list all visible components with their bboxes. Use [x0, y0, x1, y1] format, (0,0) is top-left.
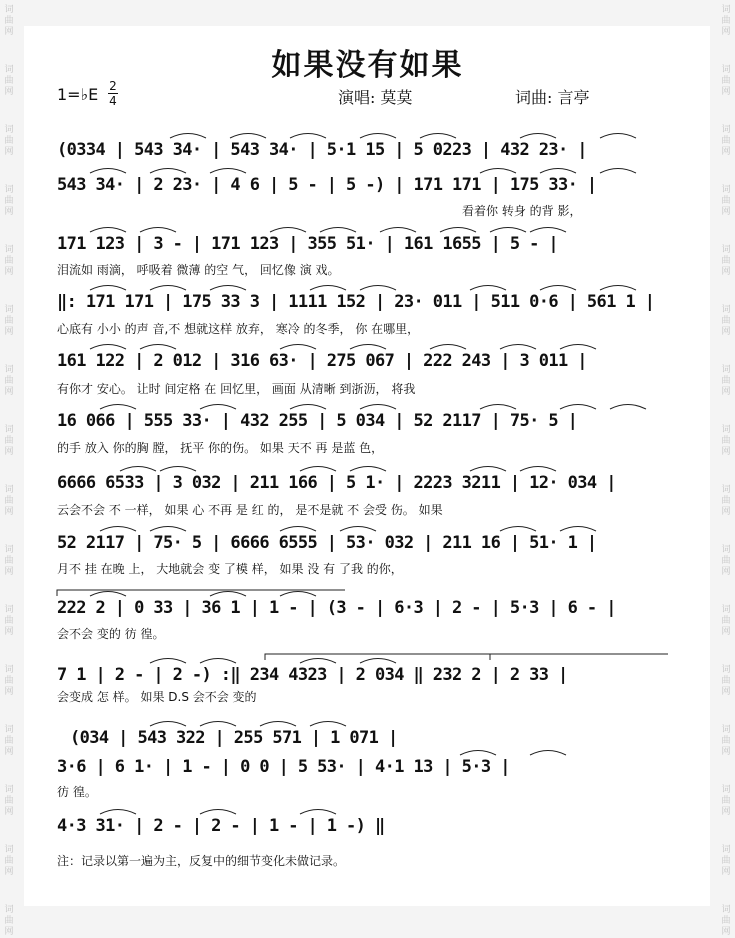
writer-credit: 词曲: 言亭	[515, 88, 590, 107]
watermark-text: 词曲网	[721, 665, 731, 697]
key-signature: 1=♭E	[57, 85, 99, 104]
watermark-text: 词曲网	[4, 65, 14, 97]
notation-row: 16 066 | 555 33· | 432 255 | 5 034 | 52 2117 | 75· 5 |	[57, 411, 578, 431]
footnote: 注：记录以第一遍为主，反复中的细节变化未做记录。	[57, 854, 346, 868]
notation-row: 3·6 | 6 1· | 1 - | 0 0 | 5 53· | 4·1 13 | 5·3 |	[57, 757, 510, 777]
watermark-text: 词曲网	[721, 905, 731, 937]
watermark-text: 词曲网	[4, 245, 14, 277]
singer-credit: 演唱: 莫莫	[338, 88, 413, 107]
watermark-text: 词曲网	[721, 305, 731, 337]
watermark-text: 词曲网	[4, 545, 14, 577]
time-signature	[108, 80, 118, 107]
watermark-text: 词曲网	[721, 545, 731, 577]
lyric-row: 看着你 转身 的背 影，	[462, 204, 582, 218]
watermark-text: 词曲网	[721, 365, 731, 397]
watermark-right	[719, 0, 733, 936]
watermark-text: 词曲网	[721, 725, 731, 757]
watermark-text: 词曲网	[721, 125, 731, 157]
watermark-text: 词曲网	[4, 845, 14, 877]
notation-row: (0334 | 543 34· | 543 34· | 5·1 15 | 5 0223 | 432 23· |	[57, 140, 587, 160]
watermark-text: 词曲网	[721, 605, 731, 637]
watermark-text: 词曲网	[4, 785, 14, 817]
watermark-text: 词曲网	[4, 125, 14, 157]
lyric-row: 泪流如 雨滴， 呼吸着 微薄 的空 气， 回忆像 演 戏。	[57, 263, 340, 277]
time-numerator: 2	[109, 79, 117, 93]
lyric-row: 的手 放入 你的胸 膛， 抚平 你的伤。 如果 天不 再 是蓝 色，	[57, 441, 384, 455]
watermark-text: 词曲网	[4, 905, 14, 937]
watermark-text: 词曲网	[721, 65, 731, 97]
lyric-row: 云会不会 不 一样， 如果 心 不再 是 红 的， 是不是就 不 会受 伤。 如果	[57, 503, 443, 517]
watermark-text: 词曲网	[4, 485, 14, 517]
lyric-row: 彷 徨。	[57, 785, 97, 799]
notation-row: 171 123 | 3 - | 171 123 | 355 51· | 161 1655 | 5 - |	[57, 234, 559, 254]
watermark-text: 词曲网	[4, 365, 14, 397]
watermark-text: 词曲网	[721, 845, 731, 877]
notation-row: 161 122 | 2 012 | 316 63· | 275 067 | 222 243 | 3 011 |	[57, 351, 587, 371]
watermark-text: 词曲网	[721, 785, 731, 817]
watermark-text: 词曲网	[4, 425, 14, 457]
notation-row: ‖: 171 171 | 175 33 3 | 1111 152 | 23· 011 | 511 0·6 | 561 1 |	[57, 292, 655, 312]
time-denominator: 4	[109, 94, 117, 108]
watermark-text: 词曲网	[4, 665, 14, 697]
lyric-row: 会变成 怎 样。 如果 D.S 会不会 变的	[57, 690, 257, 704]
song-title: 如果没有如果	[271, 48, 464, 83]
watermark-text: 词曲网	[4, 305, 14, 337]
watermark-text: 词曲网	[4, 725, 14, 757]
lyric-row: 会不会 变的 彷 徨。	[57, 627, 165, 641]
notation-row: 6666 6533 | 3 032 | 211 166 | 5 1· | 2223 3211 | 12· 034 |	[57, 473, 616, 493]
watermark-text: 词曲网	[4, 605, 14, 637]
watermark-text: 词曲网	[721, 5, 731, 37]
watermark-text: 词曲网	[4, 5, 14, 37]
notation-row: 7 1 | 2 - | 2 -) :‖ 234 4323 | 2 034 ‖ 232 2 | 2 33 |	[57, 665, 568, 685]
watermark-text: 词曲网	[721, 185, 731, 217]
notation-row: (034 | 543 322 | 255 571 | 1 071 |	[70, 728, 398, 748]
lyric-row: 有你才 安心。 让时 间定格 在 回忆里， 画面 从清晰 到浙沥， 将我	[57, 382, 416, 396]
lyric-row: 心底有 小小 的声 音,不 想就这样 放弃， 寒冷 的冬季， 你 在哪里，	[57, 322, 420, 336]
notation-row: 222 2 | 0 33 | 36 1 | 1 - | (3 - | 6·3 | 2 - | 5·3 | 6 - |	[57, 598, 616, 618]
watermark-text: 词曲网	[721, 245, 731, 277]
notation-row: 52 2117 | 75· 5 | 6666 6555 | 53· 032 | 211 16 | 51· 1 |	[57, 533, 597, 553]
watermark-text: 词曲网	[721, 485, 731, 517]
lyric-row: 月不 挂 在晚 上， 大地就会 变 了模 样， 如果 没 有 了我 的你，	[57, 562, 403, 576]
watermark-text: 词曲网	[4, 185, 14, 217]
notation-row: 4·3 31· | 2 - | 2 - | 1 - | 1 -) ‖	[57, 816, 385, 836]
watermark-text: 词曲网	[721, 425, 731, 457]
notation-row: 543 34· | 2 23· | 4 6 | 5 - | 5 -) | 171 171 | 175 33· |	[57, 175, 597, 195]
watermark-left	[2, 0, 16, 936]
